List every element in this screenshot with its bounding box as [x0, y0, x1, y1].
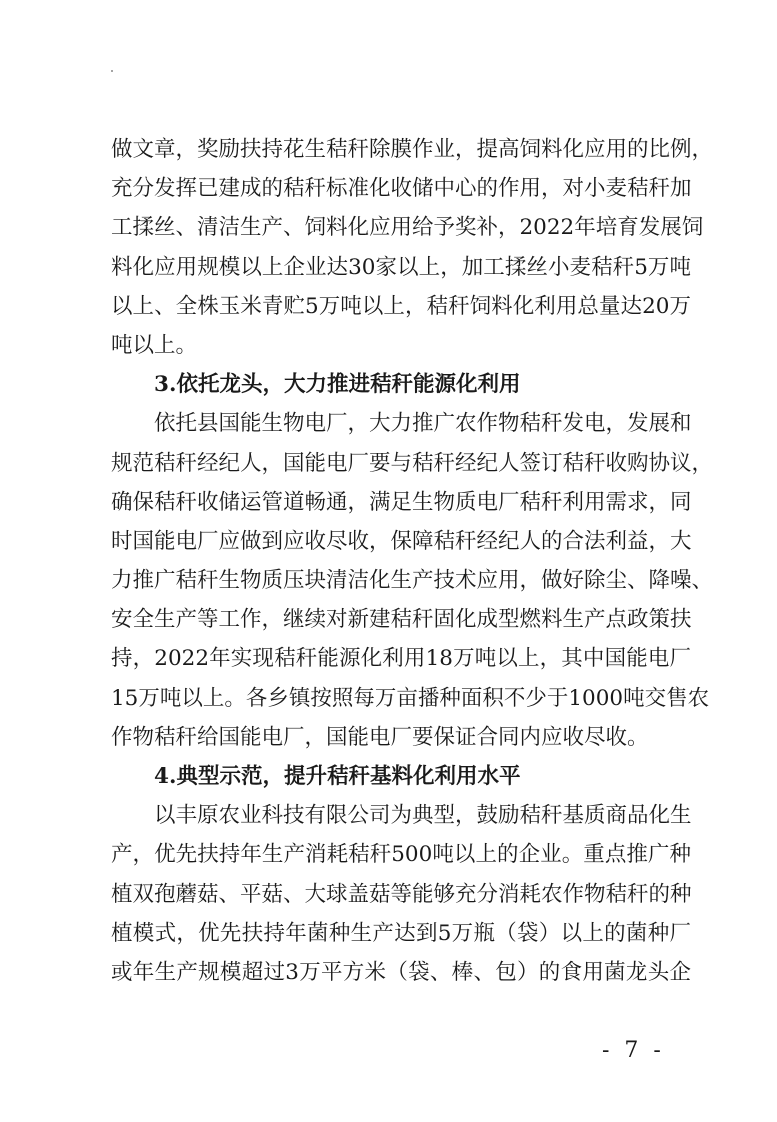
text-line: 或年生产规模超过3万平方米（袋、棒、包）的食用菌龙头企 — [111, 959, 691, 985]
text-line: 料化应用规模以上企业达30家以上，加工揉丝小麦秸秆5万吨 — [111, 254, 691, 280]
text-line: 产，优先扶持年生产消耗秸秆500吨以上的企业。重点推广种 — [111, 842, 691, 868]
text-line: 做文章，奖励扶持花生秸秆除膜作业，提高饲料化应用的比例， — [111, 137, 714, 162]
text-line: 植模式，优先扶持年菌种生产达到5万瓶（袋）以上的菌种厂 — [111, 920, 691, 946]
text-line: 工揉丝、清洁生产、饲料化应用给予奖补，2022年培育发展饲 — [111, 215, 704, 241]
text-line: 15万吨以上。各乡镇按照每万亩播种面积不少于1000吨交售农 — [111, 685, 710, 711]
text-line: 以丰原农业科技有限公司为典型，鼓励秸秆基质商品化生 — [154, 803, 692, 829]
text-line: 力推广秸秆生物质压块清洁化生产技术应用，做好除尘、降噪、 — [111, 568, 714, 594]
page-number: - 7 - — [602, 1038, 665, 1063]
text-line: 时国能电厂应做到应收尽收，保障秸秆经纪人的合法利益，大 — [111, 528, 692, 554]
text-line: 安全生产等工作，继续对新建秸秆固化成型燃料生产点政策扶 — [111, 607, 692, 633]
section-heading: 4.典型示范，提升秸秆基料化利用水平 — [154, 764, 521, 789]
text-line: 持，2022年实现秸秆能源化利用18万吨以上，其中国能电厂 — [111, 646, 691, 672]
text-line: 作物秸秆给国能电厂，国能电厂要保证合同内应收尽收。 — [111, 724, 649, 750]
text-line: 规范秸秆经纪人，国能电厂要与秸秆经纪人签订秸秆收购协议， — [111, 450, 714, 476]
paragraph — [111, 404, 714, 757]
text-line: 确保秸秆收储运管道畅通，满足生物质电厂秸秆利用需求，同 — [111, 489, 692, 515]
text-line: 以上、全株玉米青贮5万吨以上，秸秆饲料化利用总量达20万 — [111, 293, 691, 319]
paragraph — [111, 796, 691, 992]
paragraph — [111, 130, 714, 365]
text-line: 依托县国能生物电厂，大力推广农作物秸秆发电，发展和 — [154, 411, 692, 437]
document-body — [111, 130, 714, 992]
section-heading: 3.依托龙头，大力推进秸秆能源化利用 — [154, 372, 521, 398]
text-line: 吨以上。 — [111, 332, 198, 358]
text-line: 植双孢蘑菇、平菇、大球盖菇等能够充分消耗农作物秸秆的种 — [111, 881, 692, 907]
scan-speck — [111, 70, 113, 72]
text-line: 充分发挥已建成的秸秆标准化收储中心的作用，对小麦秸秆加 — [111, 176, 692, 202]
